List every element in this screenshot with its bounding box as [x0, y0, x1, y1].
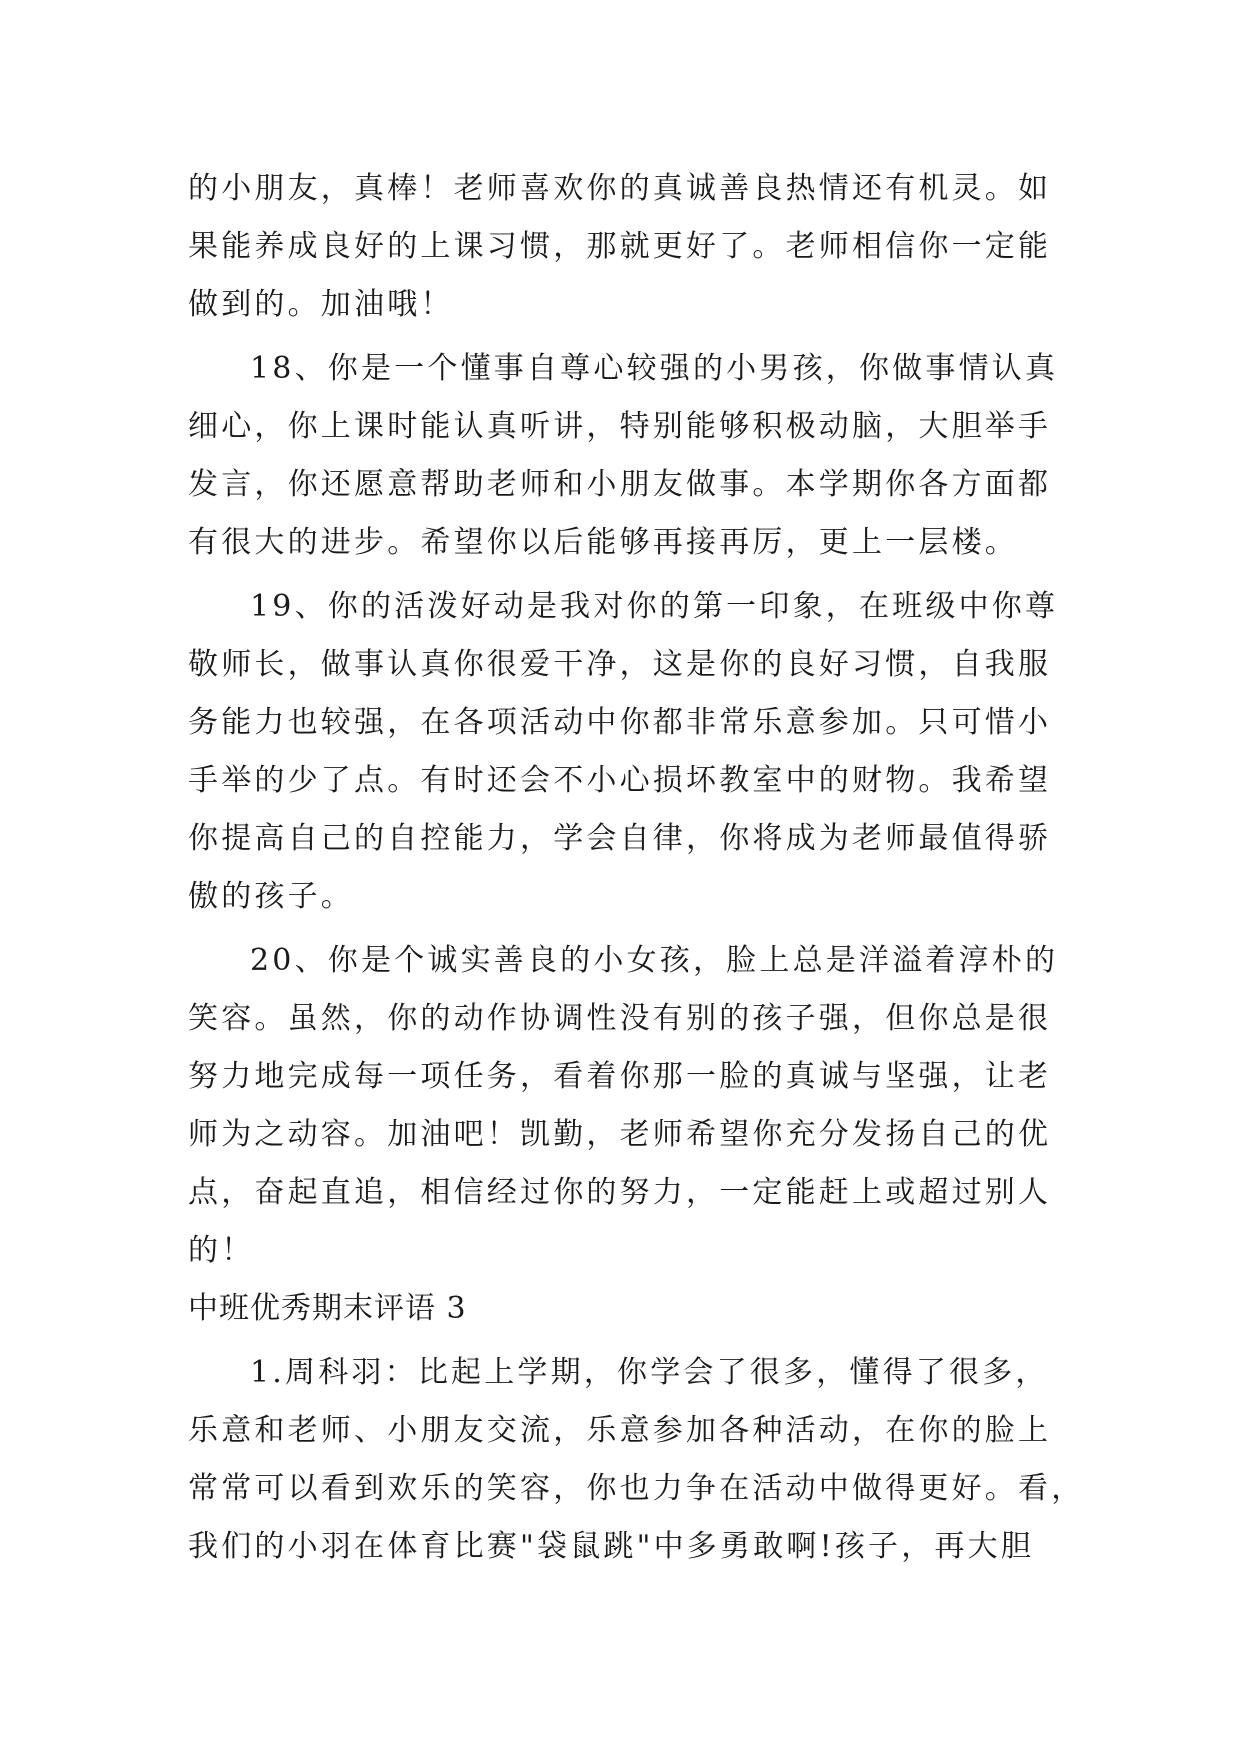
- text-line: 笑容。虽然，你的动作协调性没有别的孩子强，但你总是很: [188, 1001, 1052, 1036]
- section-paragraph-1: [188, 1344, 1085, 1576]
- text-line: 手举的少了点。有时还会不小心损坏教室中的财物。我希望: [188, 763, 1052, 798]
- text-line: 敬师长，做事认真你很爱干净，这是你的良好习惯，自我服: [188, 647, 1052, 682]
- text-line: 常常可以看到欢乐的笑容，你也力争在活动中做得更好。看，: [188, 1471, 1085, 1506]
- text-line: 点，奋起直追，相信经过你的努力，一定能赶上或超过别人: [188, 1175, 1052, 1210]
- text-line: 做到的。加油哦！: [188, 287, 454, 322]
- text-line: 20、你是个诚实善良的小女孩，脸上总是洋溢着淳朴的: [250, 943, 1059, 978]
- text-line: 我们的小羽在体育比赛"袋鼠跳"中多勇敢啊!孩子，再大胆: [188, 1529, 1035, 1564]
- paragraph-20: [188, 932, 1059, 1280]
- document-page: [188, 160, 1085, 1576]
- text-line: 务能力也较强，在各项活动中你都非常乐意参加。只可惜小: [188, 705, 1052, 740]
- paragraph-19: [188, 578, 1059, 926]
- text-line: 的小朋友，真棒！老师喜欢你的真诚善良热情还有机灵。如: [188, 171, 1052, 206]
- text-line: 有很大的进步。希望你以后能够再接再厉，更上一层楼。: [188, 525, 1018, 560]
- text-line: 你提高自己的自控能力，学会自律，你将成为老师最值得骄: [188, 821, 1052, 856]
- text-line: 19、你的活泼好动是我对你的第一印象，在班级中你尊: [250, 589, 1059, 624]
- text-line: 乐意和老师、小朋友交流，乐意参加各种活动，在你的脸上: [188, 1413, 1052, 1448]
- text-line: 18、你是一个懂事自尊心较强的小男孩，你做事情认真: [250, 351, 1059, 386]
- text-line: 傲的孩子。: [188, 879, 354, 914]
- text-line: 细心，你上课时能认真听讲，特别能够积极动脑，大胆举手: [188, 409, 1052, 444]
- text-line: 果能养成良好的上课习惯，那就更好了。老师相信你一定能: [188, 229, 1052, 264]
- paragraph-continued: [188, 160, 1050, 334]
- section-heading: 中班优秀期末评语 3: [188, 1291, 467, 1326]
- paragraph-18: [188, 340, 1059, 572]
- text-line: 发言，你还愿意帮助老师和小朋友做事。本学期你各方面都: [188, 467, 1052, 502]
- text-line: 师为之动容。加油吧！凯勤，老师希望你充分发扬自己的优: [188, 1117, 1052, 1152]
- text-line: 1.周科羽：比起上学期，你学会了很多，懂得了很多，: [250, 1355, 1049, 1390]
- text-line: 努力地完成每一项任务，看着你那一脸的真诚与坚强，让老: [188, 1059, 1052, 1094]
- text-line: 的！: [188, 1233, 255, 1268]
